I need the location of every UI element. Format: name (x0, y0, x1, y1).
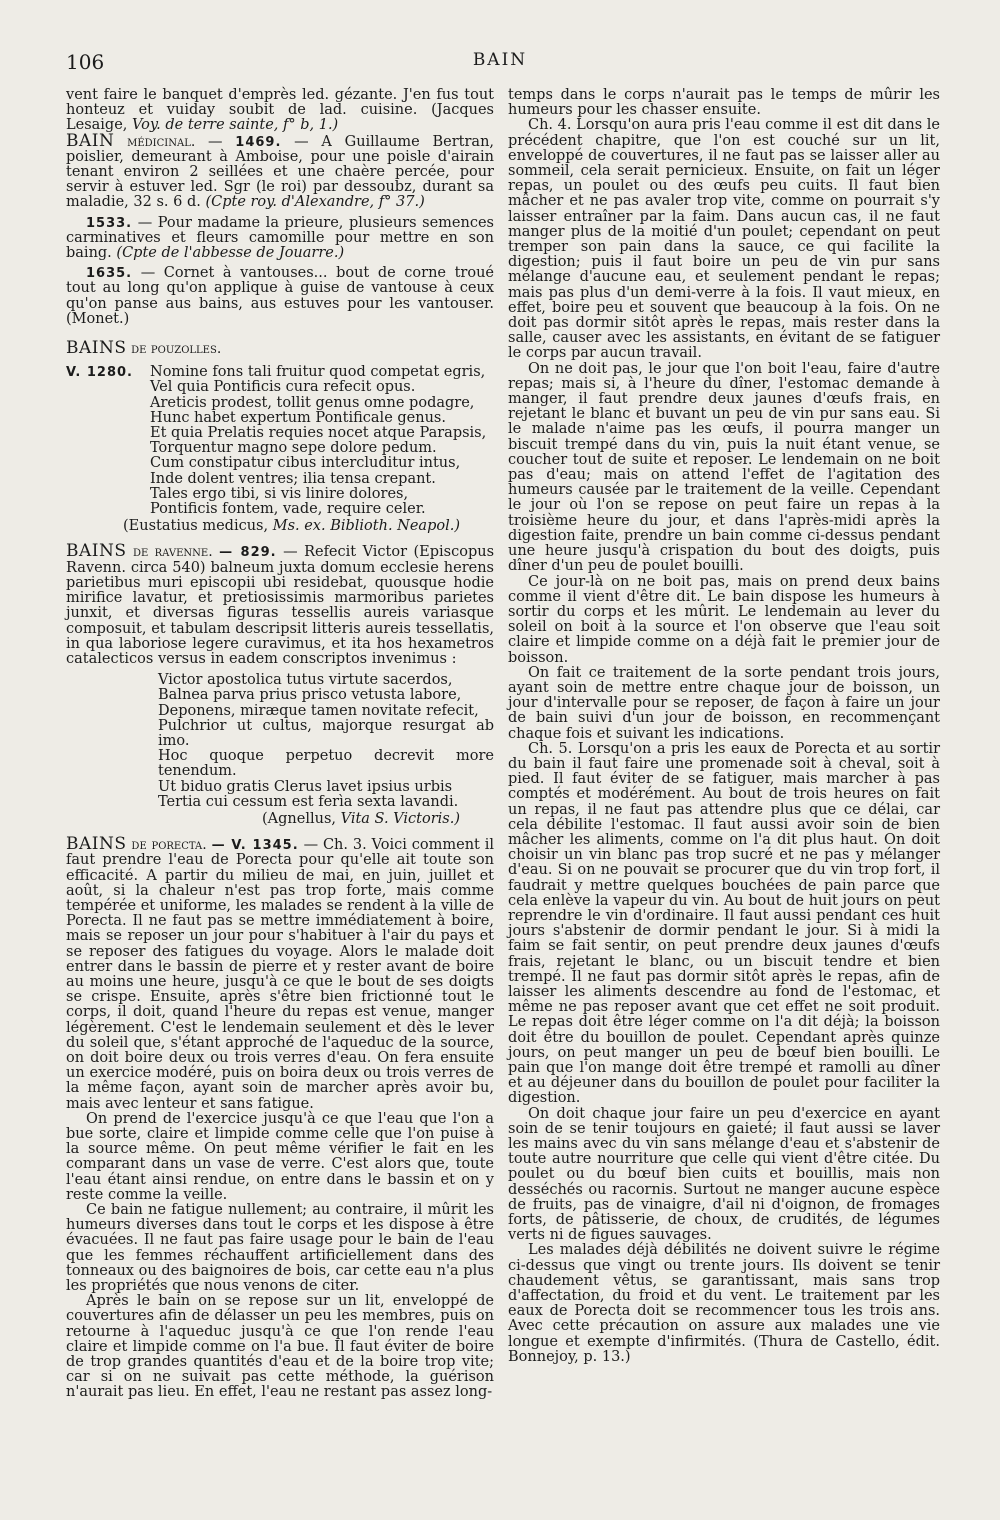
paragraph: On ne doit pas, le jour que l'on boit l'eau, faire d'autre repas; mais si, à l'heure du dîner, l'estomac demande à manger, il faut prendre deux jaunes d'œufs frais, en rejetant le blanc et buvant un peu de vin pur sans eau. Si le malade n'aime pas les œufs, il pourra manger un biscuit trempé dans du vin, puis la nuit étant venue, se coucher tout de suite et reposer. Le lendemain on ne boit pas d'eau; mais on attend l'effet de l'agitation des humeurs causée par le traitement de la veille. Cependant le jour où l'on se repose on peut faire un repas à la troisième heure du jour, et dans l'après-midi après la digestion faite, prendre un bain comme ci-dessus pendant une heure jusqu'à crispation du bout des doigts, puis dîner d'un peu de poulet bouilli. (508, 360, 940, 575)
poem-citation: (Agnellus, Vita S. Victoris.) (262, 810, 460, 827)
headword: BAIN (66, 130, 115, 151)
page-number: 106 (66, 50, 105, 74)
headword: BAINS (66, 338, 127, 359)
paragraph: Ce bain ne fatigue nullement; au contraire, il mûrit les humeurs diverses dans tout le corps et les dispose à être évacuées. Il ne faut pas faire usage pour le bain de l'eau que les femmes réchauffent artificiellement dans des tonneaux ou des baignoires de bois, car cette eau n'a plus les propriétés que nous venons de citer. (66, 1202, 494, 1295)
paragraph: On fait ce traitement de la sorte pendant trois jours, ayant soin de mettre entre chaque jour de boisson, un jour d'intervalle pour se reposer, de façon à faire un jour de bain suivi d'un jour de boisson, en recommençant chaque fois et suivant les indications. (508, 664, 940, 742)
page-header (66, 50, 934, 78)
headword: BAINS (66, 834, 127, 855)
entry-bains-de-pouzolles: BAINS de pouzolles. (66, 338, 222, 359)
paragraph: On doit chaque jour faire un peu d'exercice en ayant soin de se tenir toujours en gaieté; il faut aussi se laver les mains avec du vin sans mélange d'eau et s'abstenir de toute autre nourriture que celle qui vient d'être citée. Du poulet ou du bœuf bien cuits et bouillis, mais non desséchés ou racornis. Surtout ne manger aucune espèce de fruits, pas de vinaigre, d'ail ni d'oignon, de fromages forts, de pâtisserie, de choux, de crudités, de légumes verts ni de figues sauvages. (508, 1105, 940, 1244)
paragraph: Ch. 4. Lorsqu'on aura pris l'eau comme il est dit dans le précédent chapitre, que l'on est couché sur un lit, enveloppé de couvertures, il ne faut pas se laisser aller au sommeil, cela serait pernicieux. Ensuite, on fait un léger repas, un poulet ou des œufs peu cuits. Il faut bien mâcher et ne pas avaler trop vite, comme on pourrait s'y laisser entraîner par la faim. Dans aucun cas, il ne faut manger plus de la moitié d'un poulet; cependant on peut tremper son pain dans la sauce, ce qui facilite la digestion; puis il faut boire un peu de vin pur sans mélange d'aucune eau, et seulement pendant le repas; mais pas plus d'un demi-verre à la fois. Il vaut mieux, en effet, boire peu et souvent que beaucoup à la fois. On ne doit pas dormir sitôt après le repas, mais rester dans la salle, causer avec les assistants, en évitant de se fatiguer le corps par aucun travail. (508, 117, 940, 362)
entry-1635: 1635. — Cornet à vantouses... bout de corne troué tout au long qu'on applique à guise de vantouse à ceux qu'on panse aus bains, aus estuves pour les vantouser. (Monet.) (66, 265, 495, 327)
continued-paragraph: vent faire le banquet d'emprès led. gézante. J'en fus tout honteuz et vuiday soubit de lad. cuisine. (Jacques Lesaige, Voy. de terre sainte, f° b, 1.) (66, 87, 494, 134)
entry-year: 1469. (235, 134, 282, 150)
entry-bain-medicinal: BAIN médicinal. — 1469. — A Guillaume Bertran, poislier, demeurant à Amboise, pour une poisle d'airain tenant environ 2 seillées et une chaère percée, pour servir à estuver led. Sgr (le roi) par dessoubz, durant sa maladie, 32 s. 6 d. (Cpte roy. d'Alexandre, f° 37.) (66, 130, 495, 211)
paragraph: Les malades déjà débilités ne doivent suivre le régime ci-dessus que vingt ou trente jours. Ils doivent se tenir chaudement vêtus, se garantissant, mais sans trop d'affectation, du froid et du vent. Le traitement par les eaux de Porecta doit se recommencer tous les trois ans. Avec cette précaution on assure aux malades une vie longue et exempte d'infirmités. (Thura de Castello, édit. Bonnejoy, p. 13.) (508, 1242, 940, 1365)
entry-bains-de-ravenne: BAINS de ravenne. — 829. — Refecit Victor (Episcopus Ravenn. circa 540) balneum juxta domum ecclesie herens parietibus muri episcopii ubi residebat, quousque hodie mirifice lavatur, et pretiosissimis marmoribus parietes junxit, et diversas figuras tessellis aureis variasque composuit, et tabulam descripsit litteris aureis tessellatis, in qua laboriose legere curavimus, et ita hos hexametros catalecticos versus in eadem conscriptos invenimus : (66, 541, 495, 667)
poem-citation: (Eustatius medicus, Ms. ex. Biblioth. Neapol.) (123, 518, 460, 535)
latin-poem-pouzolles: V. 1280. Nomine fons tali fruitur quod competat egris, Vel quia Pontificis cura refecit opus. Areticis prodest, tollit genus omne podagre, Hunc habet expertum Pontificale genus. Et quia Prelatis requies nocet atque Parapsis, Torquentur magno sepe dolore pedum. Cum constipatur cibus intercluditur intus, Inde dolent ventres; ilia tensa crepant. Tales ergo tibi, si vis linire dolores, Pontificis fontem, vade, require celer. (66, 364, 487, 518)
right-column (508, 88, 940, 1365)
paragraph: On prend de l'exercice jusqu'à ce que l'eau que l'on a bue sorte, claire et limpide comme celle que l'on puise à la source même. On peut même vérifier le fait en les comparant dans un vase de verre. C'est alors que, toute l'eau étant ainsi rendue, on entre dans le bassin et on y reste comme la veille. (66, 1110, 494, 1203)
entry-1533: 1533. — Pour madame la prieure, plusieurs semences carminatives et fleurs camomille pour mettre en son baing. (Cpte de l'abbesse de Jouarre.) (66, 214, 494, 262)
paragraph: Ch. 5. Lorsqu'on a pris les eaux de Porecta et au sortir du bain il faut faire une promenade soit à cheval, soit à pied. Il faut éviter de se fatiguer, mais marcher à pas comptés et modérément. Au bout de trois heures on fait un repas, il ne faut pas attendre plus que ce délai, car cela débilite l'estomac. Il faut aussi avoir soin de bien mâcher les aliments, comme on l'a dit plus haut. On doit choisir un vin blanc pas trop sucré et ne pas y mélanger d'eau. Si on ne pouvait se procurer que du vin trop fort, il faudrait y mettre quelques bouchées de pain parce que cela enlève la vapeur du vin. Au bout de huit jours on peut reprendre le vin d'ordinaire. Il faut aussi pendant ces huit jours s'abstenir de dormir pendant le jour. Si à midi la faim se fait sentir, on peut prendre deux jaunes d'œufs frais, rejetant le blanc, ou un biscuit tendre et bien trempé. Il ne faut pas dormir sitôt après le repas, afin de laisser les aliments descendre au fond de l'estomac, et même ne pas reposer avant que cet effet ne soit produit. Le repas doit être léger comme on l'a dit déjà; la boisson doit être du bouillon de poulet. Cependant après quinze jours, on peut manger un peu de bœuf bien bouilli. Le pain que l'on mange doit être trempé et ramolli au dîner et au déjeuner dans du bouillon de poulet pour faciliter la digestion. (508, 740, 940, 1107)
headword: BAINS (66, 541, 127, 562)
running-head: BAIN (472, 50, 528, 70)
paragraph: Après le bain on se repose sur un lit, enveloppé de couvertures afin de délasser un peu les membres, puis on retourne à l'aqueduc jusqu'à ce que l'on rende l'eau claire et limpide comme on l'a bue. Il faut éviter de boire de trop grandes quantités d'eau et de la boire trop vite; car si on ne suivait pas cette méthode, la guérison n'aurait pas lieu. En effet, l'eau ne restant pas assez long- (66, 1293, 494, 1401)
latin-poem-ravenne: Victor apostolica tutus virtute sacerdos, Balnea parva prius prisco vetusta labore, Deponens, miræque tamen novitate refecit, Pulchrior ut cultus, majorque resurgat ab imo. Hoc quoque perpetuo decrevit more tenendum. Ut biduo gratis Clerus lavet ipsius urbis Tertia cui cessum est ferìa sexta lavandi. (158, 672, 494, 810)
entry-bains-de-porecta: BAINS de porecta. — V. 1345. — Ch. 3. Voici comment il faut prendre l'eau de Porecta pour qu'elle ait toute son efficacité. A partir du milieu de mai, en juin, juillet et août, si la chaleur n'est pas trop forte, mais comme tempérée et uniforme, les malades se rendent à la ville de Porecta. Il ne faut pas se mettre immédiatement à boire, mais se reposer un jour pour s'habituer à l'air du pays et se reposer des fatigues du voyage. Alors le malade doit entrer dans le bassin de pierre et y rester avant de boire au moins une heure, jusqu'à ce que le bout de ses doigts se crispe. Ensuite, après s'être bien frictionné tout le corps, il doit, quand l'heure du repas est venue, manger légèrement. C'est le lendemain seulement et dès le lever du soleil que, s'étant approché de l'aqueduc de la source, on doit boire deux ou trois verres d'eau. On fera ensuite un exercice modéré, puis on boira deux ou trois verres de la même façon, ayant soin de marcher après avoir bu, mais avec lenteur et sans fatigue. (66, 834, 495, 1112)
paragraph: Ce jour-là on ne boit pas, mais on prend deux bains comme il vient d'être dit. Le bain dispose les humeurs à sortir du corps et les mûrit. Le lendemain au lever du soleil on boit à la source et l'on observe que l'eau soit claire et limpide comme on a déjà fait le premier jour de boisson. (508, 573, 940, 666)
paragraph: temps dans le corps n'aurait pas le temps de mûrir les humeurs pour les chasser ensuite. (508, 87, 940, 119)
left-column (66, 88, 494, 1401)
